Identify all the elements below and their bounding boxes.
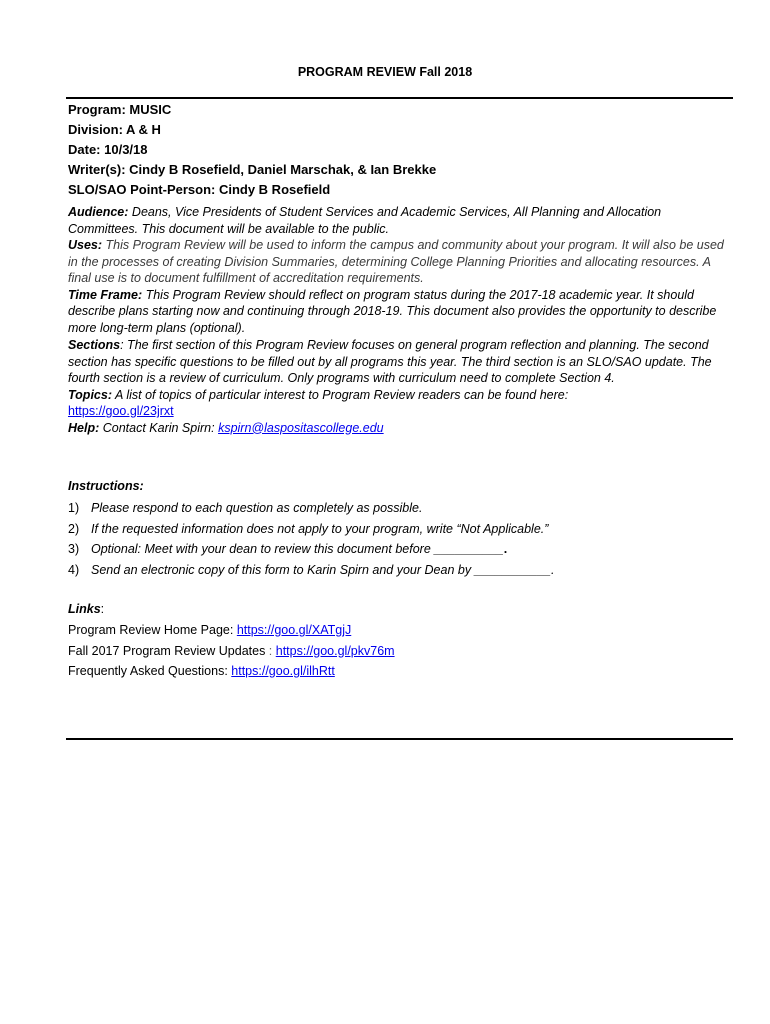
- audience-text: Deans, Vice Presidents of Student Services and Academic Services, All Planning and Allocation Committees. This document will be available to the public.: [68, 205, 662, 236]
- help-email-link[interactable]: kspirn@laspositascollege.edu: [218, 420, 384, 435]
- instruction-item: [68, 560, 734, 581]
- instruction-number: 2): [68, 521, 80, 536]
- uses-label: Uses:: [68, 238, 103, 252]
- program-info: [68, 100, 728, 200]
- division-line: Division: A & H: [68, 122, 161, 137]
- links-heading-colon: :: [100, 602, 105, 616]
- help-label: Help:: [68, 420, 100, 435]
- sections-paragraph: [68, 337, 734, 387]
- links-section: [68, 599, 734, 682]
- instruction-number: 4): [68, 562, 80, 577]
- uses-paragraph: [68, 237, 734, 287]
- instruction-item: [68, 519, 734, 540]
- timeframe-paragraph: [68, 287, 734, 337]
- topics-paragraph: [68, 387, 734, 420]
- top-divider: [66, 97, 733, 99]
- updates-link-row: [68, 641, 734, 662]
- instruction-number: 3): [68, 542, 80, 556]
- instruction-item: [68, 498, 734, 519]
- sections-text: : The first section of this Program Review focuses on general program reflection and planning. The second section has specific questions to be filled out by all programs this year. The third section is an SLO/SAO update. The fourth section is a review of curriculum. Only programs with curriculum need to complete Section 4.: [68, 338, 712, 385]
- instructions-heading: Instructions:: [68, 479, 144, 493]
- document-title: PROGRAM REVIEW Fall 2018: [297, 65, 473, 79]
- timeframe-label: Time Frame:: [68, 287, 143, 302]
- uses-text: This Program Review will be used to inform the campus and community about your program. It will also be used in the processes of creating Division Summaries, determining College Planning Priorities and allocating resources. A final use is to document fulfillment of accreditation requirements.: [68, 238, 724, 285]
- home-page-link[interactable]: https://goo.gl/XATgjJ: [236, 623, 352, 637]
- faq-link-row: [68, 661, 734, 682]
- topics-label: Topics:: [68, 387, 112, 402]
- home-page-link-row: [68, 620, 734, 641]
- help-paragraph: [68, 420, 734, 437]
- updates-label: Fall 2017 Program Review Updates: [68, 643, 269, 658]
- program-line: Program: MUSIC: [68, 102, 172, 117]
- writers-line: Writer(s): Cindy B Rosefield, Daniel Marschak, & Ian Brekke: [68, 162, 437, 177]
- audience-label: Audience:: [68, 205, 129, 219]
- topics-link[interactable]: https://goo.gl/23jrxt: [68, 404, 174, 418]
- home-page-label: Program Review Home Page:: [68, 623, 237, 637]
- instruction-text: Send an electronic copy of this form to Karin Spirn and your Dean by ___________.: [91, 562, 555, 577]
- faq-label: Frequently Asked Questions:: [68, 664, 232, 678]
- links-heading: [68, 599, 734, 619]
- bottom-divider: [66, 738, 733, 740]
- point-person-line: SLO/SAO Point-Person: Cindy B Rosefield: [68, 182, 331, 197]
- date-line: Date: 10/3/18: [68, 142, 148, 157]
- updates-separator: :: [268, 643, 276, 658]
- links-heading-label: Links: [68, 602, 101, 616]
- help-text: Contact Karin Spirn:: [99, 420, 219, 435]
- instruction-text: Please respond to each question as completely as possible.: [91, 501, 423, 515]
- instruction-suffix: .: [503, 542, 508, 556]
- intro-section: [68, 204, 734, 436]
- topics-text: A list of topics of particular interest to Program Review readers can be found here:: [111, 387, 569, 402]
- sections-label: Sections: [68, 338, 121, 352]
- instructions-section: [68, 477, 734, 580]
- instruction-number: 1): [68, 501, 80, 515]
- faq-link[interactable]: https://goo.gl/ilhRtt: [231, 664, 335, 678]
- audience-paragraph: [68, 204, 734, 237]
- instruction-text: If the requested information does not apply to your program, write “Not Applicable.”: [91, 521, 549, 536]
- timeframe-text: This Program Review should reflect on program status during the 2017-18 academic year. It should describe plans starting now and continuing through 2018-19. This document also provides the opportunity to describe more long-term plans (optional).: [68, 287, 717, 335]
- updates-link[interactable]: https://goo.gl/pkv76m: [275, 643, 395, 658]
- instruction-text: Optional: Meet with your dean to review this document before __________: [91, 542, 504, 556]
- instruction-item: [68, 539, 734, 560]
